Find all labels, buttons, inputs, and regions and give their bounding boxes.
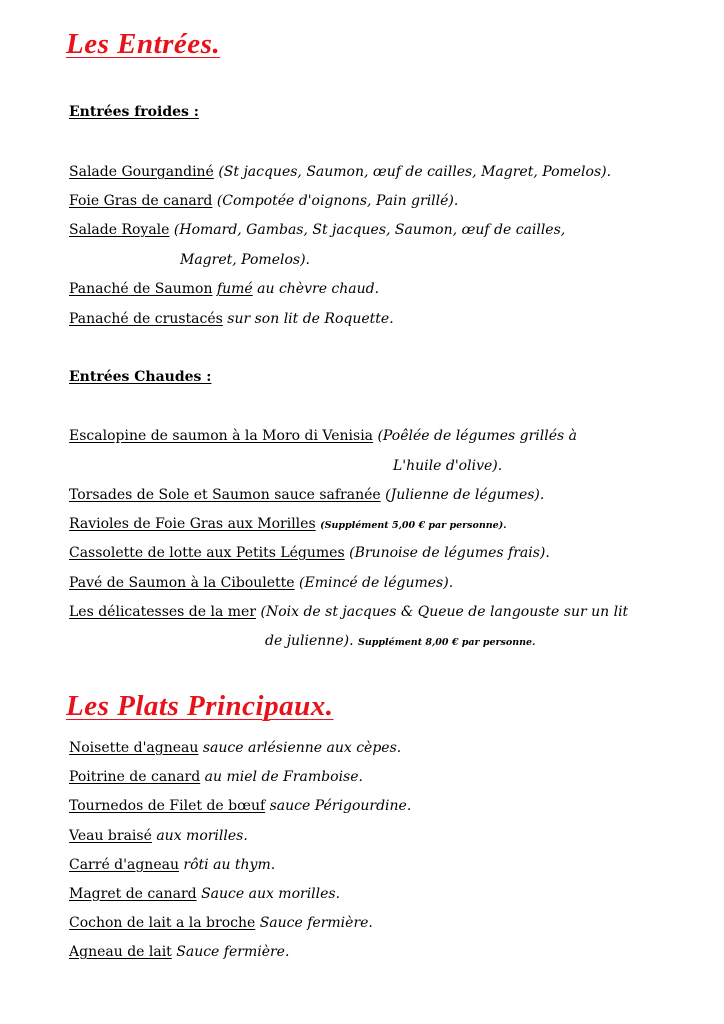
dish-description: (St jacques, Saumon, œuf de cailles, Magret, Pomelos). bbox=[218, 164, 612, 180]
dish-name: Cassolette de lotte aux Petits Légumes bbox=[69, 545, 345, 561]
dish-description: (Homard, Gambas, St jacques, Saumon, œuf de cailles, bbox=[173, 222, 566, 238]
dish-description-underlined: fumé bbox=[216, 281, 253, 297]
dish-name: Panaché de Saumon bbox=[69, 281, 213, 297]
menu-item bbox=[69, 767, 363, 787]
menu-item bbox=[69, 738, 401, 758]
menu-item bbox=[69, 884, 340, 904]
menu-item bbox=[69, 309, 394, 329]
menu-item bbox=[69, 220, 565, 240]
dish-description: sauce arlésienne aux cèpes. bbox=[202, 740, 402, 756]
dish-description: rôti au thym. bbox=[183, 857, 276, 873]
dish-description: Sauce fermière. bbox=[259, 915, 373, 931]
dish-description: sur son lit de Roquette. bbox=[227, 311, 394, 327]
menu-item bbox=[69, 543, 550, 563]
dish-description: aux morilles. bbox=[156, 828, 248, 844]
dish-description: (Emincé de légumes). bbox=[299, 575, 454, 591]
entrees-chaudes-heading: Entrées Chaudes : bbox=[69, 369, 212, 385]
dish-name: Cochon de lait a la broche bbox=[69, 915, 256, 931]
menu-item bbox=[69, 426, 577, 446]
dish-name: Veau braisé bbox=[69, 828, 152, 844]
dish-name: Les délicatesses de la mer bbox=[69, 604, 257, 620]
dish-name: Magret de canard bbox=[69, 886, 197, 902]
menu-item bbox=[69, 855, 275, 875]
dish-name: Salade Royale bbox=[69, 222, 170, 238]
menu-item bbox=[69, 514, 507, 536]
dish-description: au chèvre chaud. bbox=[257, 281, 380, 297]
dish-description: Sauce fermière. bbox=[176, 944, 290, 960]
menu-item bbox=[69, 573, 453, 593]
dish-name: Salade Gourgandiné bbox=[69, 164, 214, 180]
dish-description: Sauce aux morilles. bbox=[201, 886, 341, 902]
menu-item bbox=[69, 191, 458, 211]
dish-description-continued bbox=[265, 631, 535, 653]
menu-item bbox=[69, 826, 248, 846]
entrees-title: Les Entrées. bbox=[66, 28, 221, 60]
menu-item bbox=[69, 942, 289, 962]
dish-description: sauce Périgourdine. bbox=[269, 798, 412, 814]
menu-item bbox=[69, 796, 411, 816]
menu-item bbox=[69, 162, 611, 182]
dish-description: (Julienne de légumes). bbox=[385, 487, 545, 503]
dish-description-continued: Magret, Pomelos). bbox=[180, 252, 310, 268]
dish-name: Poitrine de canard bbox=[69, 769, 201, 785]
menu-item bbox=[69, 279, 379, 299]
dish-description: (Poêlée de légumes grillés à bbox=[377, 428, 577, 444]
supplement-note: Supplément 8,00 € par personne. bbox=[357, 637, 536, 648]
dish-name: Foie Gras de canard bbox=[69, 193, 213, 209]
menu-item bbox=[69, 485, 544, 505]
dish-name: Panaché de crustacés bbox=[69, 311, 223, 327]
menu-item bbox=[69, 913, 373, 933]
dish-name: Escalopine de saumon à la Moro di Venisia bbox=[69, 428, 374, 444]
dish-name: Agneau de lait bbox=[69, 944, 172, 960]
dish-description: (Noix de st jacques & Queue de langouste sur un lit bbox=[260, 604, 629, 620]
supplement-note: (Supplément 5,00 € par personne). bbox=[320, 520, 507, 531]
dish-name: Pavé de Saumon à la Ciboulette bbox=[69, 575, 295, 591]
dish-name: Noisette d'agneau bbox=[69, 740, 199, 756]
dish-name: Ravioles de Foie Gras aux Morilles bbox=[69, 516, 316, 532]
dish-description-continued: L'huile d'olive). bbox=[393, 458, 503, 474]
menu-item bbox=[69, 602, 628, 622]
dish-description: (Brunoise de légumes frais). bbox=[349, 545, 550, 561]
dish-name: Torsades de Sole et Saumon sauce safranée bbox=[69, 487, 381, 503]
dish-description: au miel de Framboise. bbox=[204, 769, 363, 785]
dish-name: Tournedos de Filet de bœuf bbox=[69, 798, 266, 814]
plats-title: Les Plats Principaux. bbox=[66, 690, 334, 722]
dish-description: (Compotée d'oignons, Pain grillé). bbox=[216, 193, 459, 209]
dish-description-continued-text: de julienne). bbox=[265, 633, 354, 649]
entrees-froides-heading: Entrées froides : bbox=[69, 104, 199, 120]
dish-name: Carré d'agneau bbox=[69, 857, 179, 873]
